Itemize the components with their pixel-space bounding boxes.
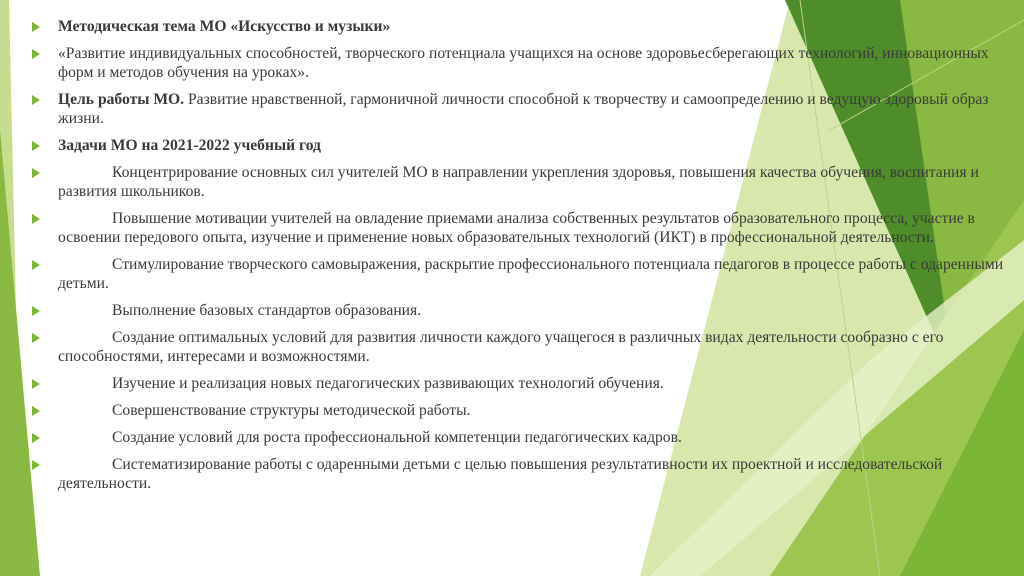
green-triangle-bullet-icon (32, 460, 40, 470)
item-text: «Развитие индивидуальных способностей, творческого потенциала учащихся на основе здоровьесберегающих технологий, инновационных форм и методов обучения на уроках». (58, 45, 989, 81)
bullet-item (30, 17, 1015, 36)
item-text: Изучение и реализация новых педагогических развивающих технологий обучения. (112, 375, 664, 392)
green-triangle-bullet-icon (32, 214, 40, 224)
green-triangle-bullet-icon (32, 406, 40, 416)
bullet-item (30, 455, 1015, 493)
bullet-item (30, 401, 1015, 420)
green-triangle-bullet-icon (32, 168, 40, 178)
green-triangle-bullet-icon (32, 141, 40, 151)
item-text: Совершенствование структуры методической работы. (112, 402, 471, 419)
bullet-item (30, 255, 1015, 293)
item-text: Повышение мотивации учителей на овладение приемами анализа собственных результатов образовательного процесса, участие в освоении передового опыта, изучение и применение новых образовательных технологий (ИКТ) в профессиональной деятельности. (58, 210, 975, 246)
item-text: Создание условий для роста профессиональной компетенции педагогических кадров. (112, 429, 682, 446)
green-triangle-bullet-icon (32, 22, 40, 32)
bullet-item (30, 328, 1015, 366)
bullet-item (30, 301, 1015, 320)
item-text: Выполнение базовых стандартов образования. (112, 302, 422, 319)
item-text: Создание оптимальных условий для развития личности каждого учащегося в различных видах деятельности сообразно с его способностями, интересами и возможностями. (58, 329, 944, 365)
green-triangle-bullet-icon (32, 433, 40, 443)
bold-heading-text: Задачи МО на 2021-2022 учебный год (58, 137, 321, 154)
bold-heading-text: Цель работы МО. (58, 91, 185, 108)
item-text: Развитие нравственной, гармоничной личности способной к творчеству и самоопределению и ведущую здоровый образ жизни. (58, 91, 989, 127)
green-triangle-bullet-icon (32, 49, 40, 59)
bullet-item (30, 374, 1015, 393)
bullet-item (30, 44, 1015, 82)
slide-content (30, 17, 1015, 501)
green-triangle-bullet-icon (32, 95, 40, 105)
green-triangle-bullet-icon (32, 306, 40, 316)
bullet-item (30, 428, 1015, 447)
item-text: Стимулирование творческого самовыражения, раскрытие профессионального потенциала педагогов в процессе работы с одаренными детьми. (58, 256, 1004, 292)
bullet-item (30, 209, 1015, 247)
green-triangle-bullet-icon (32, 333, 40, 343)
green-triangle-bullet-icon (32, 379, 40, 389)
bold-heading-text: Методическая тема МО «Искусство и музыки» (58, 18, 391, 35)
item-text: Систематизирование работы с одаренными детьми с целью повышения результативности их проектной и исследовательской деятельности. (58, 456, 943, 492)
bullet-item (30, 136, 1015, 155)
item-text: Концентрирование основных сил учителей МО в направлении укрепления здоровья, повышения качества обучения, воспитания и развития школьников. (58, 164, 979, 200)
bullet-item (30, 163, 1015, 201)
green-triangle-bullet-icon (32, 260, 40, 270)
bullet-item (30, 90, 1015, 128)
